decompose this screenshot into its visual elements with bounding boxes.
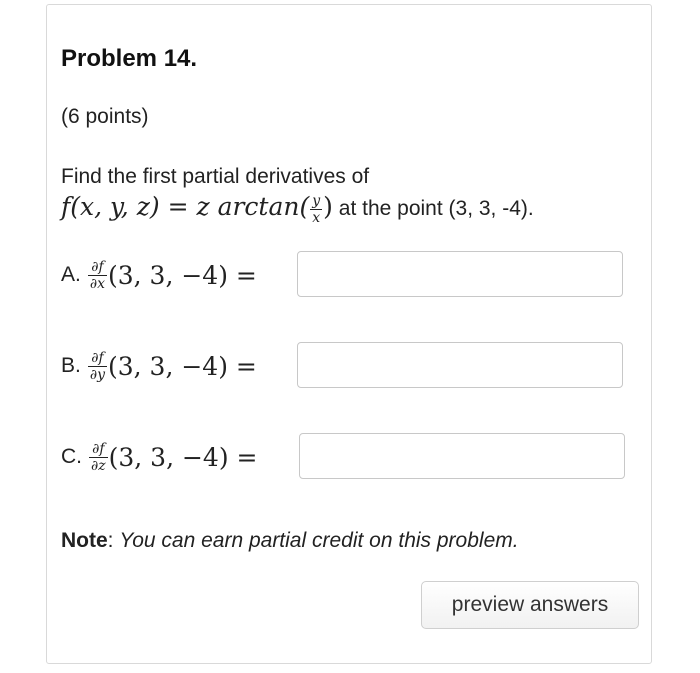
function-close-paren: ) xyxy=(323,192,333,221)
at-point-text: at the point (3, 3, -4). xyxy=(338,197,534,220)
note-label: Note xyxy=(61,529,108,552)
function-expression: f(x, y, z) = z arctan( xyxy=(61,192,310,221)
note-colon: : xyxy=(107,529,114,552)
part-a-derivative: $\frac{\partial f}{\partial x}$ xyxy=(89,258,105,292)
note-text xyxy=(61,529,519,553)
part-a-answer-input[interactable] xyxy=(297,251,623,297)
part-a-letter: A. xyxy=(61,263,81,286)
part-b-answer-input[interactable] xyxy=(297,342,623,388)
part-c-row xyxy=(61,433,257,481)
stem-function-line xyxy=(61,193,534,225)
part-c-letter: C. xyxy=(61,445,82,468)
part-c-derivative: $\frac{\partial f}{\partial z}$ xyxy=(91,440,106,474)
stem-intro: Find the first partial derivatives of xyxy=(61,165,370,188)
problem-title: Problem 14. xyxy=(61,45,198,72)
part-a-expression: (3, 3, −4) = xyxy=(107,260,257,290)
part-c-answer-input[interactable] xyxy=(299,433,625,479)
part-a-row xyxy=(61,251,257,299)
part-c-expression: (3, 3, −4) = xyxy=(108,442,258,472)
preview-answers-button[interactable]: preview answers xyxy=(421,581,639,629)
part-b-derivative: $\frac{\partial f}{\partial y}$ xyxy=(89,349,105,383)
part-b-row xyxy=(61,342,257,390)
part-b-letter: B. xyxy=(61,354,81,377)
problem-stem xyxy=(61,163,534,225)
problem-points: (6 points) xyxy=(61,105,149,128)
part-b-expression: (3, 3, −4) = xyxy=(108,351,257,381)
problem-card xyxy=(46,4,652,664)
note-body: You can earn partial credit on this problem. xyxy=(119,529,519,552)
y-over-x-fraction: $\frac{y}{x}$ xyxy=(312,192,321,226)
